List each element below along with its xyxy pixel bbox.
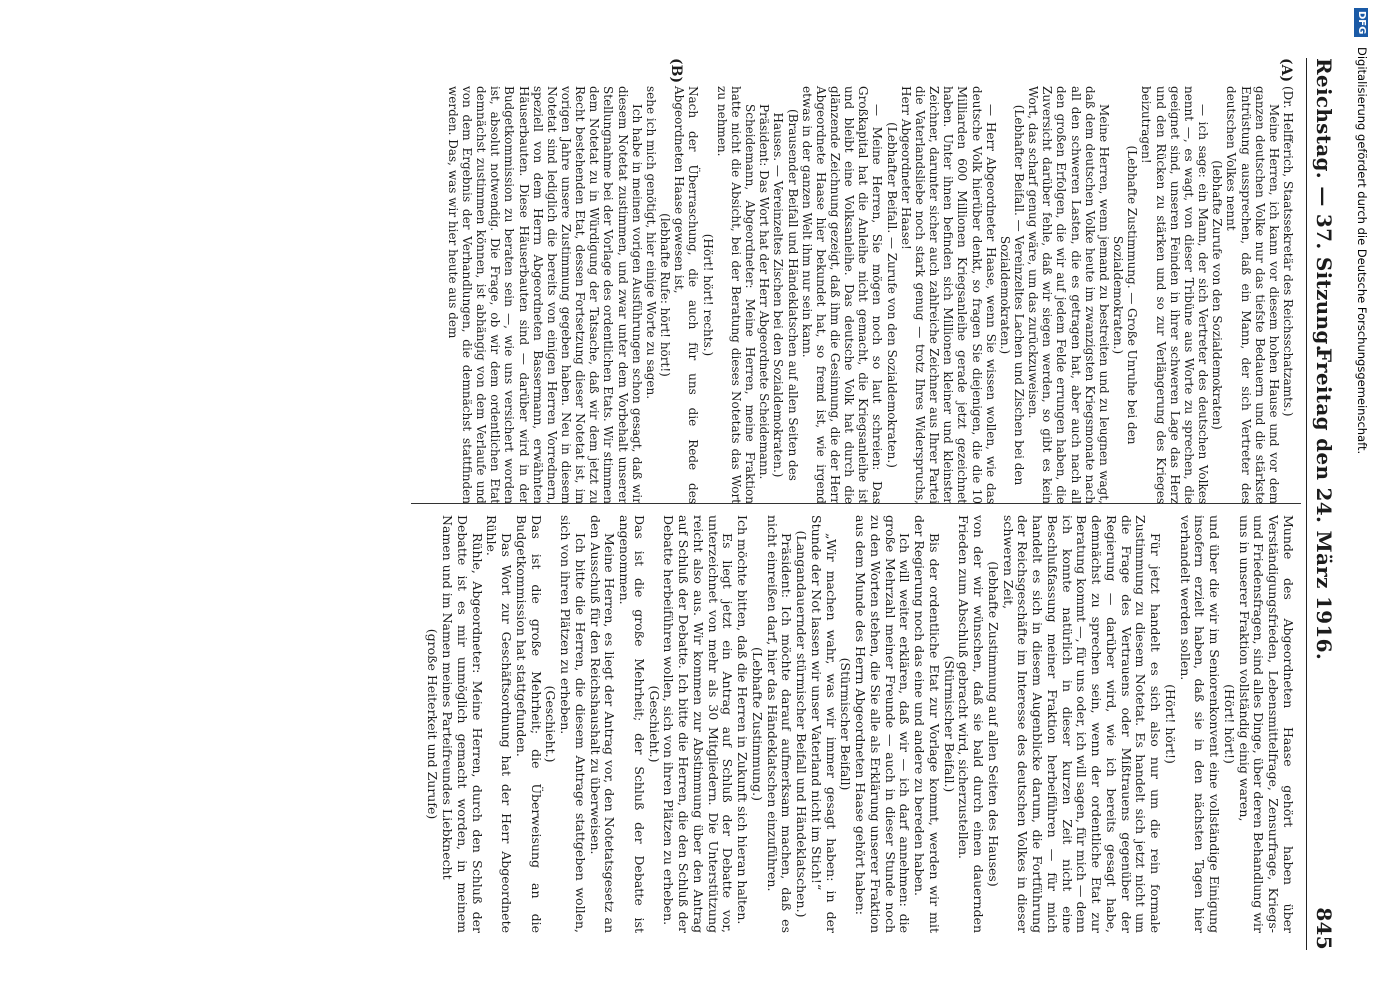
left-column	[446, 86, 1295, 504]
left-column-paragraph: (Lebhafter Beifall. — Vereinzeltes Lachen und Zischen bei den Sozialdemokraten.)	[997, 104, 1027, 486]
left-column-paragraph: Ich habe in meinen vorigen Ausführungen schon gesagt, daß wir diesem Notetat zustimmen, und zwar unter dem Vorbehalt unserer Stellungnahme bei der Vorlage des ordentlichen Etats. Wir stimmen dem Notetat zu in Würdigung der Tatsache, daß wir dem jetzt zu Recht bestehenden Etat, dessen Fortsetzung dieser Notetat ist, im vorigen Jahre unsere Zustimmung gegeben haben. Neu in diesem Notetat sind lediglich die bereits von einigen Herren Vorrednern, speziell von dem Herrn Abgeordneten Bassermann, erwähnten Häuserbauten. Diese Häuserbauten sind — darüber wird in der Budgetkommission zu beraten sein —, wie uns versichert worden ist, absolut notwendig. Die Frage, ob wir dem ordentlichen Etat demnächst zustimmen können, ist abhängig von dem Verlaufe und von dem Ergebnis der Verhandlungen, die demnächst stattfinden werden. Das, was wir hier heute aus dem	[445, 86, 644, 504]
running-header	[1306, 58, 1335, 950]
right-column-paragraph: Rühle, Abgeordneter: Meine Herren, durch den Schluß der Debatte ist es mir unmöglich gemacht worden, in meinem Namen und im Namen meines Parteifreundes Liebknecht	[440, 515, 485, 933]
left-column-paragraph: (Lebhafter Beifall. — Zurufe von den Sozialdemokraten.)	[884, 122, 899, 468]
right-column	[425, 515, 1295, 933]
left-column-paragraph: (lebhafte Zurufe von den Sozialdemokraten)	[1210, 160, 1225, 430]
left-column-paragraph: (Brausender Beifall und Händeklatschen auf allen Seiten des Hauses. — Vereinzeltes Zischen bei den Sozialdemokraten.)	[771, 109, 800, 481]
right-column-paragraph: Präsident: Ich möchte darauf aufmerksam machen, daß es nicht einreißen darf, hier das Händeklatschen einzuführen.	[764, 515, 795, 933]
right-column-paragraph: (Geschieht.)	[646, 685, 662, 763]
right-column-paragraph: Das ist die große Mehrheit; die Überweisung an die Budgetkommission hat stattgefunden.	[514, 515, 544, 933]
left-column-paragraph: (Hört! hört! rechts.)	[700, 233, 715, 357]
credit-text: Digitalisierung gefördert durch die Deutsche Forschungsgemeinschaft.	[1355, 47, 1369, 455]
left-column-paragraph: — ich sage: ein Mann, der sich Vertreter des deutschen Volkes nennt —, es wagt, von dieser Tribüne aus Worte zu sprechen, die geeignet sind, unseren Feinden in ihrer schweren Lage das Herz und den Rücken zu stärken und so zur Verlängerung des Krieges beizutragen!	[1139, 86, 1211, 504]
right-column-paragraph: Für jetzt handelt es sich also nur um die rein formale Zustimmung zu diesem Notetat. Es handelt sich jetzt nicht um die Frage des Vertrauens oder Mißtrauens gegenüber der Regierung — darüber wird, wie ich bereits gesagt habe, demnächst zu sprechen sein, wenn der ordentliche Etat zur Beratung kommt —, für uns oder, ich will sagen, für mich — denn ich konnte natürlich in dieser kurzen Zeit nicht eine Beschlußfassung meiner Fraktion herbeiführen — für mich handelt es sich in diesem Augenblicke darum, die Fortführung der Reichsgeschäfte im Interesse des deutschen Volkes in dieser schweren Zeit,	[1000, 515, 1164, 933]
right-column-paragraph: (Hört! hört!)	[1163, 684, 1178, 764]
column-divider	[411, 503, 1301, 504]
right-column-paragraph: (Stürmischer Beifall)	[838, 657, 854, 791]
left-column-paragraph: Meine Herren, wenn jemand zu bestreiten und zu leugnen wagt, daß dem deutschen Volke heute im zwanzigsten Kriegsmonate nach all den schweren Lasten, die es getragen hat, aber auch nach all den großen Erfolgen, die wir auf jedem Felde errungen haben, die Zuversicht darüber fehle, daß wir siegen werden, so gibt es kein Wort, das scharf genug wäre, um das zurückzuweisen.	[1026, 86, 1111, 504]
right-column-paragraph: Es liegt jetzt ein Antrag auf Schluß der Debatte vor, unterzeichnet von mehr als 30 Mitgliedern. Die Unterstützung reicht also aus. Wir kommen zur Abstimmung über den Antrag auf Schluß der Debatte. Ich bitte die Herren, die den Schluß der Debatte herbeiführen wollen, sich von ihren Plätzen zu erheben.	[661, 515, 736, 933]
header-center: Freitag den 24. März 1916.	[1312, 347, 1336, 661]
left-column-paragraph: — Meine Herren, Sie mögen noch so laut schreien: Das Großkapital hat die Anleihe nicht gemacht, die Kriegsanleihe ist und bleibt eine Volksanleihe. Das deutsche Volk hat durch die glänzende Zeichnung gezeigt, daß ihm die Gesinnung, die der Herr Abgeordnete Haase hier bekundet hat, so fremd ist, wie irgend etwas in der ganzen Welt ihm nur sein kann.	[799, 86, 885, 504]
right-column-paragraph: (Hört! hört!)	[1222, 684, 1237, 764]
right-column-paragraph: und über die wir im Seniorenkonvent eine vollständige Einigung insofern erzielt haben, daß sie in den nächsten Tagen hier verhandelt werden sollen.	[1177, 515, 1223, 933]
left-column-paragraph: — Herr Abgeordneter Haase, wenn Sie wissen wollen, wie das deutsche Volk hierüber denkt, so fragen Sie diejenigen, die die 10 Milliarden 600 Millionen Kriegsanleihe gerade jetzt gezeichnet haben. Unter ihnen befinden sich Millionen kleiner und kleinster Zeichner, darunter sicher auch zahlreiche Zeichner aus Ihrer Partei die Vaterlandsliebe noch stark genug — trotz Ihres Widerspruchs, Herr Abgeordneter Haase!	[898, 86, 998, 504]
left-column-paragraph: (lebhafte Rufe: hört! hört!)	[658, 213, 673, 377]
right-column-paragraph: Ich möchte bitten, daß die Herren in Zukunft sich hieran halten.	[735, 515, 751, 925]
newspaper-page	[65, 50, 1335, 970]
left-column-paragraph: (Lebhafte Zustimmung. — Große Unruhe bei den Sozialdemokraten.)	[1111, 145, 1140, 445]
right-column-paragraph: (Langandauernder stürmischer Beifall und Händeklatschen.)	[794, 530, 810, 918]
digitization-credit	[1350, 8, 1374, 998]
right-column-paragraph: (große Heiterkeit und Zurufe)	[425, 628, 441, 820]
page-number: 845	[1312, 907, 1336, 950]
left-column-paragraph: Scheidemann, Abgeordneter: Meine Herren, meine Fraktion hatte nicht die Absicht, bei der Beratung dieses Notetats das Wort zu nehmen.	[714, 86, 758, 504]
right-column-paragraph: Das ist die große Mehrheit; der Schluß der Debatte ist angenommen.	[617, 515, 647, 933]
right-column-paragraph: (Lebhafte Zustimmung.)	[750, 647, 765, 801]
left-column-paragraph: (Dr. Helfferich, Staatssekretär des Reichsschatzamts.)	[1281, 86, 1295, 417]
right-column-paragraph: Bis der ordentliche Etat zur Vorlage kommt, werden wir mit der Regierung noch das eine und andere zu bereden haben.	[912, 515, 942, 933]
right-column-paragraph: Ich bitte die Herren, die diesem Antrage stattgeben wollen, sich von ihren Plätzen zu erheben.	[558, 515, 588, 933]
dfg-logo: DFG	[1355, 8, 1369, 37]
margin-mark-b: (B)	[668, 58, 684, 84]
right-column-paragraph: Munde des Abgeordneten Haase gehört haben über Verständigungsfrieden, Lebensmittelfrage, Zensurfrage, Kriegs- und Friedensfragen, sind alles Dinge, über deren Behandlung wir uns in unserer Fraktion vollständig einig waren,	[1236, 515, 1296, 933]
left-column-paragraph: Präsident: Das Wort hat der Herr Abgeordnete Scheidemann.	[757, 104, 772, 480]
left-column-paragraph: sehe ich mich genötigt, hier einige Worte zu sagen.	[643, 86, 658, 400]
right-column-paragraph: (lebhafte Zustimmung auf allen Seiten des Hauses)	[986, 561, 1001, 887]
right-column-paragraph: (Geschieht.)	[543, 685, 559, 763]
right-column-paragraph: von der wir wünschen, daß sie bald durch einen dauernden Frieden zum Abschluß gebracht wird, sicherzustellen.	[956, 515, 987, 933]
margin-mark-a: (A)	[1278, 58, 1294, 83]
left-column-paragraph: Meine Herren, ich kann vor diesem hohen Hause und vor dem ganzen deutschen Volke nur das tiefste Bedauern und die stärkste Entrüstung aussprechen, daß ein Mann, der sich Vertreter des deutschen Volkes nennt	[1224, 86, 1281, 504]
header-left: Reichstag. — 37. Sitzung.	[1312, 58, 1336, 352]
right-column-paragraph: „Wir machen wahr, was wir immer gesagt haben: in der Stunde der Not lassen wir unser Vaterland nicht im Stich!“	[809, 515, 839, 933]
right-column-paragraph: Ich will weiter erklären, daß wir — ich darf annehmen: die große Mehrzahl meiner Freunde — auch in dieser Stunde noch zu den Worten stehen, die Sie alle als Erklärung unserer Fraktion aus dem Munde des Herrn Abgeordneten Haase gehört haben:	[853, 515, 913, 933]
right-column-paragraph: Meine Herren, es liegt der Antrag vor, den Notetatsgesetz an den Ausschuß für den Reichshaushalt zu überweisen.	[587, 515, 618, 933]
right-column-paragraph: Das Wort zur Geschäftsordnung hat der Herr Abgeordnete Rühle.	[484, 515, 515, 933]
left-column-paragraph: Nach der Überraschung, die auch für uns die Rede des Abgeordneten Haase gewesen ist,	[672, 86, 701, 504]
right-column-paragraph: (Stürmischer Beifall.)	[941, 655, 957, 793]
